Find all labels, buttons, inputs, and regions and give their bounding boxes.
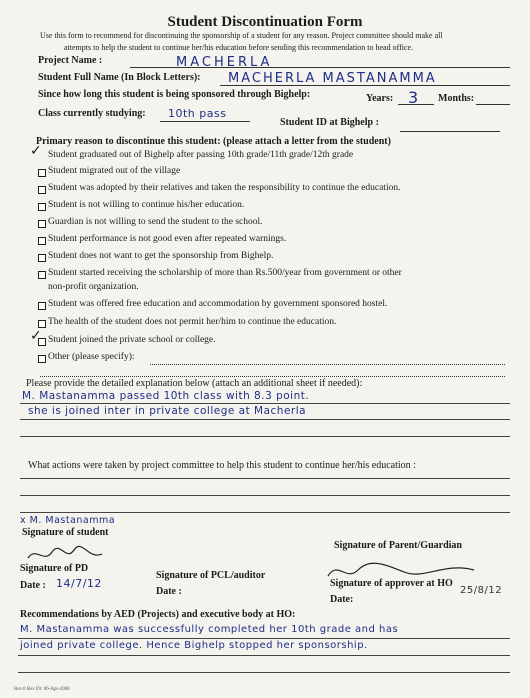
reason-option-3[interactable]: Student was adopted by their relatives and taken the responsibility to continue the education. (48, 183, 401, 193)
recommendations-rule-1 (18, 638, 510, 639)
recommendations-line-2[interactable]: joined private college. Hence Bighelp stopped her sponsorship. (20, 640, 368, 651)
reason-option-5[interactable]: Guardian is not willing to send the student to the school. (48, 217, 263, 227)
reason-checkbox-2[interactable] (38, 169, 46, 177)
reason-checkbox-9[interactable] (38, 302, 46, 310)
actions-rule-3 (20, 512, 510, 513)
student-id-line (400, 131, 500, 132)
reason-checkbox-6[interactable] (38, 237, 46, 245)
reasons-heading: Primary reason to discontinue this student: (please attach a letter from the student) (36, 136, 391, 147)
months-label: Months: (438, 93, 475, 104)
intro-line-2: attempts to help the student to continue her/his education before sending this recommendation to head office. (64, 43, 414, 52)
class-label: Class currently studying: (38, 108, 146, 119)
student-name-label: Student Full Name (In Block Letters): (38, 72, 201, 83)
explanation-rule-3 (20, 436, 510, 437)
form-intro (40, 30, 443, 54)
recommendations-rule-3 (18, 672, 510, 673)
parent-signature-label: Signature of Parent/Guardian (334, 540, 462, 551)
pcl-signature-label: Signature of PCL/auditor (156, 570, 266, 581)
reason-option-4[interactable]: Student is not willing to continue his/her education. (48, 200, 245, 210)
reason-option-9[interactable]: Student was offered free education and accommodation by government sponsored hostel. (48, 299, 388, 309)
reason-option-8-cont: non-profit organization. (48, 282, 139, 292)
reason-checkbox-12[interactable] (38, 355, 46, 363)
reason-option-6[interactable]: Student performance is not good even after repeated warnings. (48, 234, 287, 244)
student-id-label: Student ID at Bighelp : (280, 117, 379, 128)
student-signature-written[interactable]: x M. Mastanamma (20, 515, 116, 526)
approver-date-label: Date: (330, 594, 354, 605)
actions-label: What actions were taken by project committee to help this student to continue her/his education : (28, 460, 416, 471)
class-value[interactable]: 10th pass (168, 107, 227, 120)
pcl-date-label: Date : (156, 586, 182, 597)
approver-signature-label: Signature of approver at HO (330, 578, 453, 589)
approver-date-stamp: 25/8/12 (460, 585, 503, 596)
project-name-label: Project Name : (38, 55, 103, 66)
reason-option-2[interactable]: Student migrated out of the village (48, 166, 181, 176)
explanation-rule-1 (20, 403, 510, 404)
intro-line-1: Use this form to recommend for discontinuing the sponsorship of a student for any reason. Project committee should make all (40, 31, 443, 40)
other-specify-line (150, 364, 505, 365)
reason-checkbox-4[interactable] (38, 203, 46, 211)
years-label: Years: (366, 93, 394, 104)
pd-signature-label: Signature of PD (20, 563, 89, 574)
actions-rule-1 (20, 478, 510, 479)
explanation-line-2[interactable]: she is joined inter in private college at Macherla (28, 405, 307, 417)
reason-checkbox-8[interactable] (38, 271, 46, 279)
explanation-label: Please provide the detailed explanation below (attach an additional sheet if needed): (26, 378, 363, 389)
reason-option-10[interactable]: The health of the student does not permit her/him to continue the education. (48, 317, 337, 327)
months-line (476, 104, 510, 105)
actions-rule-2 (20, 495, 510, 496)
reason-checkbox-3[interactable] (38, 186, 46, 194)
explanation-rule-2 (20, 419, 510, 420)
reason-option-12[interactable]: Other (please specify): (48, 352, 135, 362)
explanation-line-1[interactable]: M. Mastanamma passed 10th class with 8.3 point. (22, 390, 310, 402)
reason-option-11[interactable]: Student joined the private school or college. (48, 335, 216, 345)
reason-option-7[interactable]: Student does not want to get the sponsorship from Bighelp. (48, 251, 274, 261)
pd-date-value[interactable]: 14/7/12 (56, 577, 102, 590)
project-name-value[interactable]: MACHERLA (176, 55, 273, 70)
checkmark-icon: ✓ (30, 328, 42, 344)
form-title: Student Discontinuation Form (167, 14, 363, 30)
recommendations-rule-2 (18, 655, 510, 656)
reason-checkbox-7[interactable] (38, 254, 46, 262)
reason-checkbox-10[interactable] (38, 320, 46, 328)
revision-footer: Rev.0 Rev Dt: 06-Apr-2008 (14, 687, 70, 692)
reason-checkbox-5[interactable] (38, 220, 46, 228)
class-line (160, 121, 250, 122)
recommendations-label: Recommendations by AED (Projects) and executive body at HO: (20, 609, 296, 620)
reason-option-1[interactable]: Student graduated out of Bighelp after passing 10th grade/11th grade/12th grade (48, 150, 354, 160)
reason-option-8[interactable]: Student started receiving the scholarship of more than Rs.500/year from government or other (48, 268, 402, 278)
student-signature-label: Signature of student (22, 527, 109, 538)
student-name-value[interactable]: MACHERLA MASTANAMMA (228, 71, 437, 86)
checkmark-icon: ✓ (30, 143, 42, 159)
since-label: Since how long this student is being sponsored through Bighelp: (38, 89, 311, 100)
other-specify-line-2 (40, 376, 505, 377)
years-value[interactable]: 3 (408, 88, 419, 107)
recommendations-line-1[interactable]: M. Mastanamma was successfully completed her 10th grade and has (20, 624, 399, 635)
pd-date-label: Date : (20, 580, 46, 591)
